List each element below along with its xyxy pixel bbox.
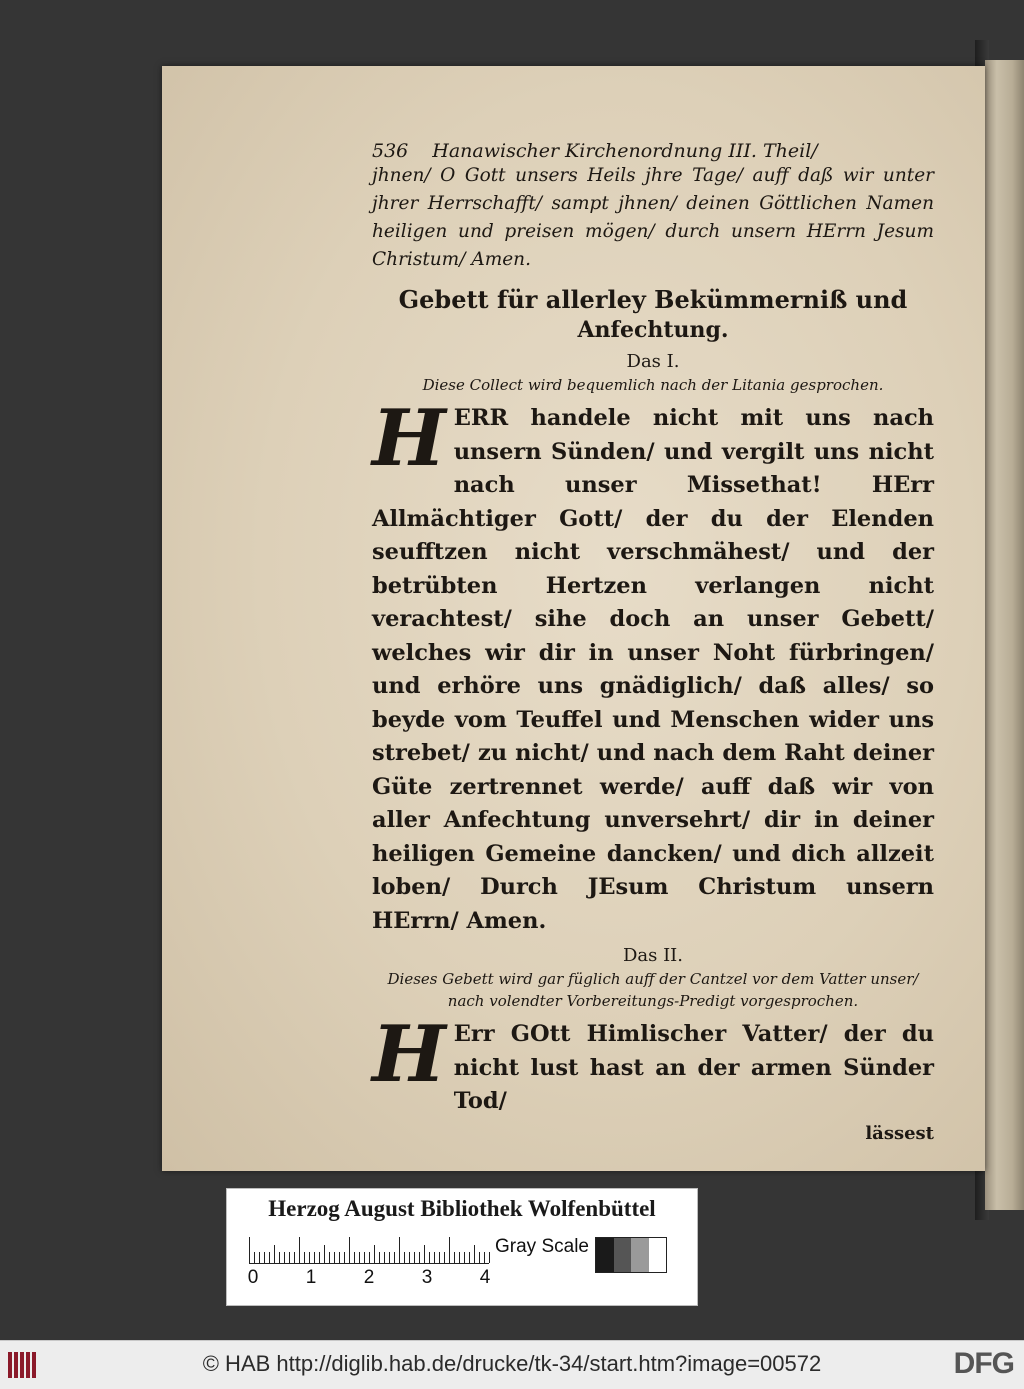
ruler-tick	[249, 1237, 250, 1263]
ruler-tick	[374, 1245, 375, 1263]
ruler-tick	[449, 1237, 450, 1263]
ruler-tick	[409, 1252, 410, 1263]
ruler-tick	[309, 1252, 310, 1263]
ruler-tick	[384, 1252, 385, 1263]
ruler-tick	[479, 1252, 480, 1263]
prayer-text-2-body: Err GOtt Himlischer Vatter/ der du nicht lust hast an der armen Sünder Tod/	[453, 1021, 934, 1114]
gray-swatch	[596, 1238, 614, 1272]
prayer-text-1-body: ERR handele nicht mit uns nach unsern Sünden/ und vergilt uns nicht nach unser Missethat! HErr Allmächtiger Gott/ der du der Elenden seufftzen nicht verschmähest/ und der betrübten Hertzen verlangen nicht verachtest/ sihe doch an unser Gebett/ welches wir dir in unser Noht fürbringen/ und erhöre uns gnädiglich/ daß alles/ so beyde vom Teuffel und Menschen wider uns strebet/ zu nicht/ und nach dem Raht deiner Güte zertrennet werde/ auff daß wir von aller Anfechtung unversehrt/ dir in deiner heiligen Gemeine dancken/ und dich allzeit loben/ Durch JEsum Christum unsern HErrn/ Amen.	[372, 405, 934, 934]
ruler-tick	[424, 1245, 425, 1263]
ruler-tick	[339, 1252, 340, 1263]
ruler-tick	[314, 1252, 315, 1263]
prayer-heading: Gebett für allerley Bekümmerniß und	[398, 285, 908, 314]
ruler-tick	[254, 1252, 255, 1263]
intro-paragraph: jhnen/ O Gott unsers Heils jhre Tage/ auff daß wir unter jhrer Herrschafft/ sampt jhnen/ deinen Göttlichen Namen heiligen und preisen mögen/ durch unsern HErrn Jesum Christum/ Amen.	[372, 165, 934, 270]
section-note-2: Dieses Gebett wird gar füglich auff der Cantzel vor dem Vatter unser/ nach volendter Vorbereitungs-Predigt vorgesprochen.	[387, 970, 919, 1010]
ruler-tick	[459, 1252, 460, 1263]
prayer-text-1	[372, 393, 934, 938]
ruler-tick	[454, 1252, 455, 1263]
section-label-1: Das I.	[626, 351, 680, 372]
ruler-tick	[264, 1252, 265, 1263]
color-calibration-bar	[226, 1188, 698, 1306]
ruler-tick	[434, 1252, 435, 1263]
ruler-tick	[439, 1252, 440, 1263]
running-title: Hanawischer Kirchenordnung III. Theil/	[432, 140, 818, 162]
ruler-tick	[289, 1252, 290, 1263]
ruler-tick	[369, 1252, 370, 1263]
catchword: lässest	[865, 1122, 934, 1144]
ruler-tick	[279, 1252, 280, 1263]
ruler-tick	[469, 1252, 470, 1263]
gray-swatch	[649, 1238, 667, 1272]
page-text-block	[372, 140, 934, 1144]
ruler-tick	[359, 1252, 360, 1263]
drop-cap-1: H	[372, 393, 446, 484]
ruler-label: 4	[479, 1267, 491, 1288]
ruler-tick	[344, 1252, 345, 1263]
ruler-tick	[404, 1252, 405, 1263]
ruler-tick	[489, 1252, 490, 1263]
ruler-tick	[329, 1252, 330, 1263]
ruler-tick	[349, 1237, 350, 1263]
ruler-tick	[299, 1237, 300, 1263]
ruler-label: 2	[363, 1267, 375, 1288]
dfg-logo: DFG	[953, 1347, 1014, 1380]
section-label-2: Das II.	[622, 945, 684, 966]
ruler-label: 0	[247, 1267, 259, 1288]
ruler-tick	[389, 1252, 390, 1263]
footer-bar	[0, 1340, 1024, 1389]
ruler-tick	[259, 1252, 260, 1263]
ruler-tick	[269, 1252, 270, 1263]
scale-ruler	[249, 1237, 489, 1263]
ruler-tick	[324, 1245, 325, 1263]
ruler-tick	[284, 1252, 285, 1263]
ruler-ticks	[249, 1237, 489, 1264]
ruler-tick	[294, 1252, 295, 1263]
ruler-label: 3	[421, 1267, 433, 1288]
prayer-text-2	[372, 1009, 934, 1119]
ruler-label: 1	[305, 1267, 317, 1288]
prayer-heading-line2: Anfechtung.	[577, 317, 729, 343]
ruler-tick	[414, 1252, 415, 1263]
ruler-tick	[334, 1252, 335, 1263]
ruler-tick	[319, 1252, 320, 1263]
ruler-tick	[444, 1252, 445, 1263]
ruler-tick	[304, 1252, 305, 1263]
ruler-tick	[354, 1252, 355, 1263]
gray-swatch	[614, 1238, 632, 1272]
ruler-tick	[364, 1252, 365, 1263]
next-page-edge	[985, 60, 1024, 1210]
ruler-tick	[464, 1252, 465, 1263]
running-head	[372, 140, 934, 162]
ruler-tick	[429, 1252, 430, 1263]
page-number: 536	[372, 140, 409, 162]
ruler-tick	[394, 1252, 395, 1263]
library-title: Herzog August Bibliothek Wolfenbüttel	[268, 1196, 656, 1221]
gray-scale-label: Gray Scale	[495, 1236, 589, 1257]
copyright-link[interactable]: © HAB http://diglib.hab.de/drucke/tk-34/start.htm?image=00572	[202, 1351, 822, 1376]
ruler-tick	[474, 1245, 475, 1263]
ruler-tick	[484, 1252, 485, 1263]
ruler-labels	[243, 1267, 503, 1291]
ruler-tick	[399, 1237, 400, 1263]
section-note-1: Diese Collect wird bequemlich nach der Litania gesprochen.	[422, 376, 884, 394]
ruler-tick	[379, 1252, 380, 1263]
ruler-tick	[419, 1252, 420, 1263]
gray-swatch	[631, 1238, 649, 1272]
ruler-tick	[274, 1245, 275, 1263]
gray-scale-swatches	[595, 1237, 667, 1273]
drop-cap-2: H	[372, 1009, 446, 1100]
